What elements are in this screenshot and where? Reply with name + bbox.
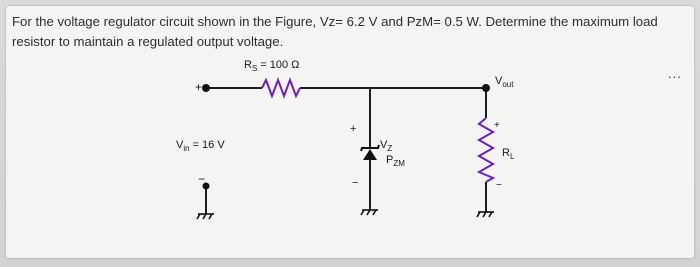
zener-diode-symbol: [363, 149, 377, 160]
vz-label: $V_Z$: [380, 139, 393, 153]
ground-symbol-source: [197, 214, 214, 219]
load-minus-sign: −: [496, 180, 502, 191]
ground-symbol-zener: [361, 210, 378, 215]
more-options-button[interactable]: ...: [668, 66, 682, 81]
zener-minus-sign: −: [352, 177, 359, 189]
series-resistor: [262, 80, 300, 96]
vin-label: $V_{in} = 16$ V: [176, 139, 225, 153]
load-plus-sign: +: [494, 120, 500, 131]
vout-label: $V_{out}$: [495, 75, 514, 89]
input-minus-sign: −: [198, 172, 206, 186]
input-terminal-top: [202, 84, 210, 92]
rs-label: $R_S = 100$ Ω: [244, 59, 300, 73]
ground-symbol-load: [477, 212, 494, 217]
output-terminal: [482, 84, 490, 92]
question-text: For the voltage regulator circuit shown in the Figure, Vz= 6.2 V and PzM= 0.5 W. Determine the maximum load resistor to maintain a regulated output voltage.: [12, 14, 658, 49]
pzm-label: $P_{ZM}$: [386, 154, 405, 168]
zener-plus-sign: +: [350, 123, 357, 135]
load-resistor: [479, 118, 493, 182]
input-plus-sign: +: [195, 80, 203, 94]
rl-label: $R_L$: [502, 147, 515, 161]
